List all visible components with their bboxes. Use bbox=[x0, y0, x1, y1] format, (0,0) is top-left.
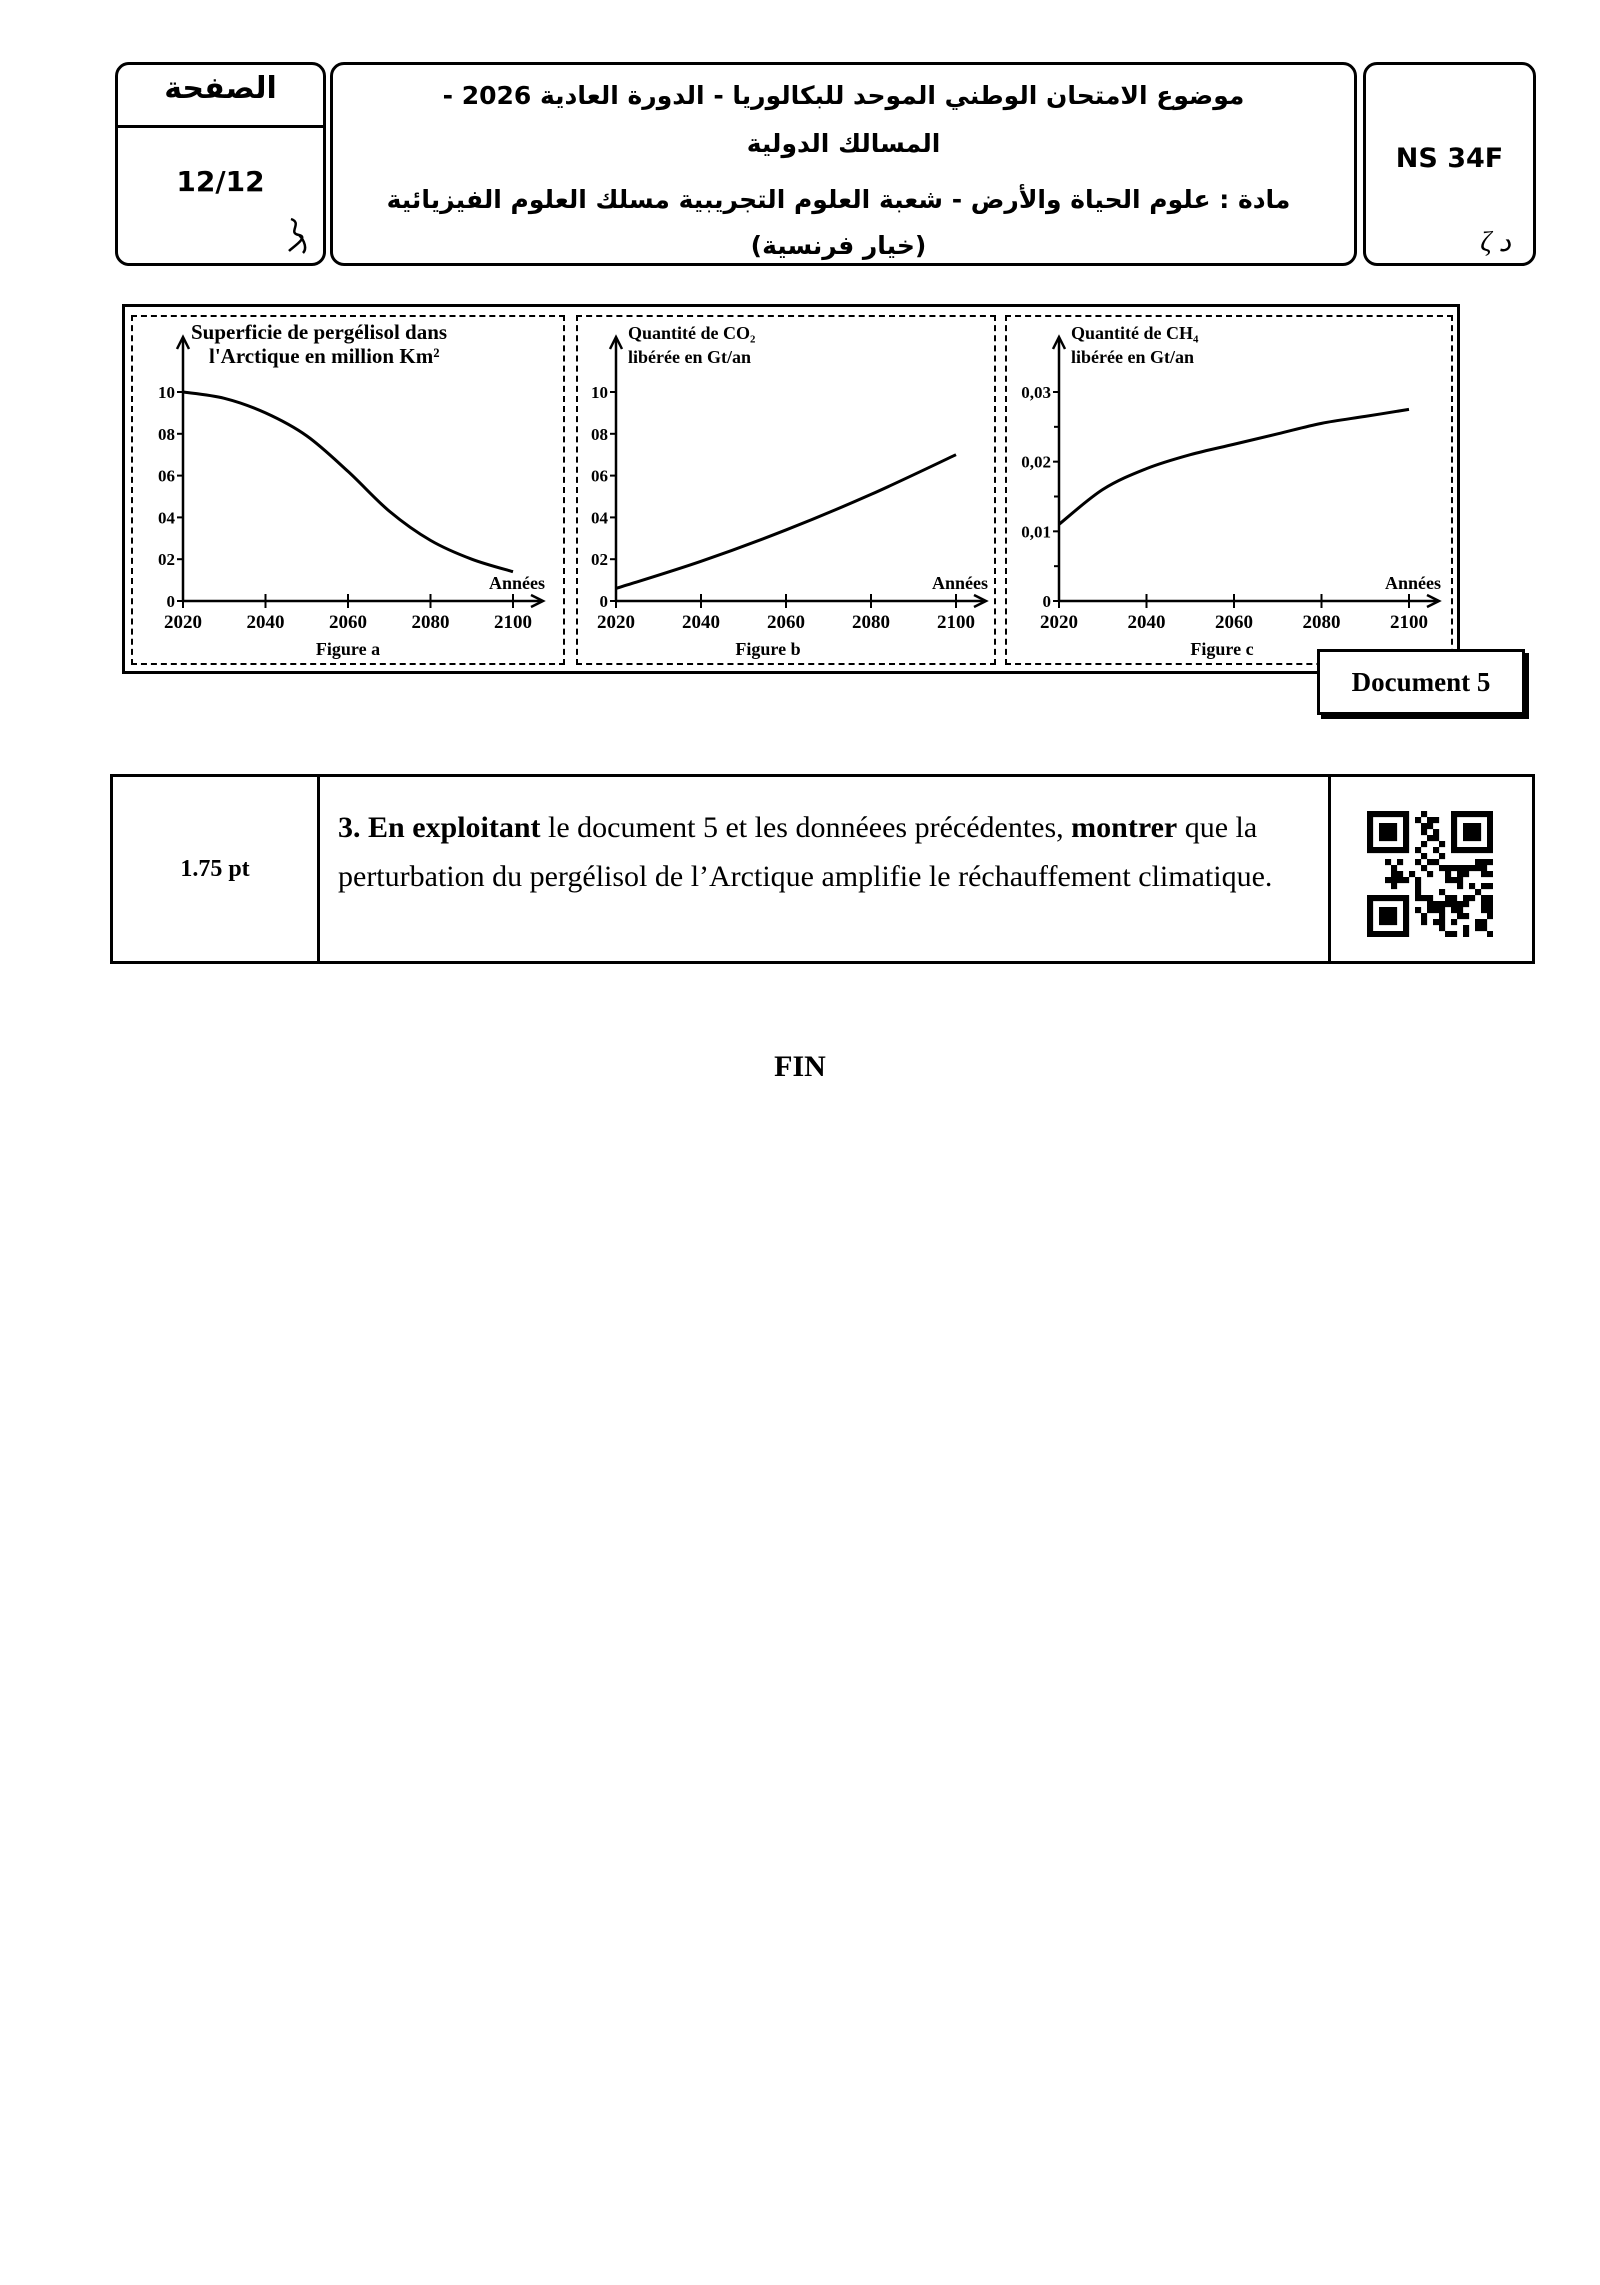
y-tick-label: 04 bbox=[158, 508, 175, 528]
qr-module bbox=[1487, 835, 1493, 841]
qr-module bbox=[1391, 913, 1397, 919]
qr-module bbox=[1385, 847, 1391, 853]
qr-module bbox=[1403, 877, 1409, 883]
qr-module bbox=[1379, 823, 1385, 829]
qr-module bbox=[1385, 919, 1391, 925]
qr-module bbox=[1403, 811, 1409, 817]
x-tick-label: 2040 bbox=[1127, 612, 1166, 633]
y-tick-label: 0 bbox=[1042, 592, 1051, 611]
qr-module bbox=[1463, 931, 1469, 937]
qr-module bbox=[1367, 919, 1373, 925]
question-points: 1.75 pt bbox=[113, 777, 320, 961]
qr-module bbox=[1367, 835, 1373, 841]
qr-module bbox=[1391, 811, 1397, 817]
qr-module bbox=[1457, 865, 1463, 871]
qr-module bbox=[1415, 847, 1421, 853]
qr-module bbox=[1427, 823, 1433, 829]
qr-module bbox=[1475, 925, 1481, 931]
qr-module bbox=[1415, 883, 1421, 889]
qr-module bbox=[1427, 835, 1433, 841]
qr-module bbox=[1397, 859, 1403, 865]
x-tick-label: 2100 bbox=[494, 612, 532, 633]
y-tick-label: 06 bbox=[158, 466, 175, 486]
qr-module bbox=[1385, 859, 1391, 865]
y-tick-label: 10 bbox=[591, 383, 608, 402]
qr-module bbox=[1379, 829, 1385, 835]
qr-module bbox=[1475, 823, 1481, 829]
y-tick-label: 10 bbox=[158, 383, 175, 402]
y-tick-label: 0 bbox=[599, 592, 608, 611]
qr-module bbox=[1475, 811, 1481, 817]
qr-module bbox=[1439, 901, 1445, 907]
qr-module bbox=[1439, 889, 1445, 895]
qr-module bbox=[1463, 865, 1469, 871]
y-tick-label: 0,01 bbox=[1021, 522, 1051, 542]
x-tick-label: 2080 bbox=[1302, 612, 1341, 633]
y-axis-label-line2: l'Arctique en million Km² bbox=[209, 344, 440, 368]
qr-module bbox=[1421, 919, 1427, 925]
qr-module bbox=[1433, 817, 1439, 823]
qr-module bbox=[1379, 907, 1385, 913]
qr-module bbox=[1487, 817, 1493, 823]
qr-module bbox=[1415, 907, 1421, 913]
qr-module bbox=[1367, 925, 1373, 931]
qr-module bbox=[1427, 907, 1433, 913]
qr-module bbox=[1403, 835, 1409, 841]
qr-module bbox=[1463, 895, 1469, 901]
qr-module bbox=[1487, 829, 1493, 835]
qr-module bbox=[1397, 847, 1403, 853]
figure-c-chart bbox=[1007, 317, 1455, 667]
qr-module bbox=[1367, 895, 1373, 901]
qr-module bbox=[1463, 925, 1469, 931]
qr-module bbox=[1469, 895, 1475, 901]
x-tick-label: 2100 bbox=[937, 612, 975, 633]
document-5-frame bbox=[122, 304, 1460, 674]
qr-module bbox=[1469, 847, 1475, 853]
qr-module bbox=[1463, 871, 1469, 877]
x-tick-label: 2040 bbox=[682, 612, 720, 633]
qr-module bbox=[1475, 835, 1481, 841]
qr-module bbox=[1421, 895, 1427, 901]
qr-module bbox=[1481, 883, 1487, 889]
qr-module bbox=[1487, 841, 1493, 847]
qr-module bbox=[1481, 901, 1487, 907]
qr-module bbox=[1379, 919, 1385, 925]
exam-code: NS 34F bbox=[1395, 143, 1504, 174]
qr-module bbox=[1373, 847, 1379, 853]
qr-module bbox=[1433, 847, 1439, 853]
qr-module bbox=[1379, 931, 1385, 937]
qr-module bbox=[1487, 931, 1493, 937]
end-marker: FIN bbox=[774, 1050, 826, 1083]
qr-module bbox=[1451, 877, 1457, 883]
qr-module bbox=[1385, 811, 1391, 817]
page-box-divider bbox=[118, 125, 323, 128]
page-number: 12/12 bbox=[176, 165, 265, 198]
x-axis-label: Années bbox=[931, 573, 988, 593]
y-tick-label: 0,03 bbox=[1021, 383, 1051, 402]
qr-module bbox=[1403, 823, 1409, 829]
x-tick-label: 2020 bbox=[597, 612, 635, 633]
x-tick-label: 2060 bbox=[767, 612, 805, 633]
qr-module bbox=[1451, 811, 1457, 817]
qr-module bbox=[1421, 913, 1427, 919]
qr-module bbox=[1391, 919, 1397, 925]
qr-module bbox=[1469, 829, 1475, 835]
qr-module bbox=[1451, 835, 1457, 841]
qr-module bbox=[1391, 865, 1397, 871]
exam-title-line1: موضوع الامتحان الوطني الموحد للبكالوريا - الدورة العادية 2026 - bbox=[442, 81, 1245, 110]
qr-module bbox=[1445, 901, 1451, 907]
y-tick-label: 0,02 bbox=[1021, 452, 1051, 472]
qr-module bbox=[1397, 877, 1403, 883]
figure-a-chart bbox=[133, 317, 567, 667]
signature-mark bbox=[283, 215, 313, 264]
qr-module bbox=[1379, 847, 1385, 853]
qr-module bbox=[1397, 931, 1403, 937]
qr-module bbox=[1457, 883, 1463, 889]
qr-module bbox=[1481, 871, 1487, 877]
qr-module bbox=[1403, 919, 1409, 925]
qr-module bbox=[1391, 871, 1397, 877]
y-tick-label: 08 bbox=[158, 424, 175, 444]
qr-module bbox=[1415, 889, 1421, 895]
qr-module bbox=[1433, 835, 1439, 841]
qr-module bbox=[1397, 871, 1403, 877]
x-tick-label: 2060 bbox=[329, 612, 367, 633]
x-axis-label: Années bbox=[488, 573, 545, 593]
qr-module bbox=[1391, 877, 1397, 883]
qr-module bbox=[1451, 829, 1457, 835]
qr-module bbox=[1385, 895, 1391, 901]
qr-module bbox=[1469, 883, 1475, 889]
qr-module bbox=[1487, 913, 1493, 919]
qr-module bbox=[1421, 811, 1427, 817]
exam-title-box bbox=[330, 62, 1357, 266]
y-axis-label-line2: libérée en Gt/an bbox=[1071, 347, 1194, 367]
qr-module bbox=[1439, 913, 1445, 919]
qr-module bbox=[1487, 883, 1493, 889]
qr-module bbox=[1487, 859, 1493, 865]
qr-module bbox=[1379, 895, 1385, 901]
exam-code-box bbox=[1363, 62, 1536, 266]
qr-module bbox=[1487, 847, 1493, 853]
qr-module bbox=[1391, 835, 1397, 841]
qr-module bbox=[1433, 919, 1439, 925]
qr-module bbox=[1487, 871, 1493, 877]
qr-module bbox=[1421, 853, 1427, 859]
qr-module bbox=[1415, 895, 1421, 901]
qr-module bbox=[1487, 811, 1493, 817]
qr-module bbox=[1475, 919, 1481, 925]
qr-module bbox=[1385, 835, 1391, 841]
qr-module bbox=[1367, 829, 1373, 835]
qr-module bbox=[1481, 919, 1487, 925]
qr-module bbox=[1481, 895, 1487, 901]
qr-module bbox=[1439, 925, 1445, 931]
qr-module bbox=[1385, 829, 1391, 835]
qr-module bbox=[1367, 823, 1373, 829]
qr-module bbox=[1421, 841, 1427, 847]
figure-a-panel bbox=[131, 315, 565, 665]
page-label: الصفحة bbox=[164, 71, 277, 106]
qr-module bbox=[1373, 931, 1379, 937]
qr-module bbox=[1439, 853, 1445, 859]
qr-module bbox=[1385, 907, 1391, 913]
qr-module bbox=[1487, 901, 1493, 907]
qr-module bbox=[1385, 913, 1391, 919]
x-tick-label: 2100 bbox=[1390, 612, 1428, 633]
qr-module bbox=[1433, 907, 1439, 913]
qr-module bbox=[1487, 823, 1493, 829]
qr-module bbox=[1463, 847, 1469, 853]
qr-module bbox=[1451, 823, 1457, 829]
qr-module bbox=[1427, 895, 1433, 901]
qr-module bbox=[1439, 865, 1445, 871]
x-tick-label: 2080 bbox=[411, 612, 450, 633]
x-tick-label: 2020 bbox=[164, 612, 202, 633]
qr-module bbox=[1439, 907, 1445, 913]
figure-b-panel bbox=[576, 315, 996, 665]
qr-module bbox=[1445, 871, 1451, 877]
question-verb-show: montrer bbox=[1071, 811, 1178, 844]
qr-module bbox=[1433, 829, 1439, 835]
qr-module bbox=[1451, 901, 1457, 907]
page-number-box bbox=[115, 62, 326, 266]
qr-module bbox=[1367, 811, 1373, 817]
qr-code-icon bbox=[1367, 811, 1493, 937]
qr-module bbox=[1475, 865, 1481, 871]
qr-module bbox=[1451, 817, 1457, 823]
qr-module bbox=[1481, 907, 1487, 913]
qr-module bbox=[1445, 865, 1451, 871]
y-tick-label: 02 bbox=[591, 550, 608, 570]
qr-module bbox=[1457, 811, 1463, 817]
qr-module bbox=[1415, 859, 1421, 865]
qr-module bbox=[1403, 931, 1409, 937]
qr-module bbox=[1469, 865, 1475, 871]
qr-module bbox=[1451, 895, 1457, 901]
qr-module bbox=[1481, 859, 1487, 865]
series-line bbox=[616, 455, 956, 589]
qr-module bbox=[1475, 847, 1481, 853]
figure-caption: Figure b bbox=[735, 639, 801, 659]
figure-b-chart bbox=[578, 317, 998, 667]
qr-module bbox=[1457, 847, 1463, 853]
question-verb-exploit: En exploitant bbox=[368, 811, 541, 844]
qr-module bbox=[1379, 835, 1385, 841]
qr-module bbox=[1427, 871, 1433, 877]
qr-module bbox=[1451, 919, 1457, 925]
qr-module bbox=[1469, 823, 1475, 829]
qr-module bbox=[1427, 859, 1433, 865]
y-tick-label: 04 bbox=[591, 508, 608, 528]
question-text-part1: le document 5 et les donnéees précédentes, bbox=[540, 811, 1072, 844]
qr-module bbox=[1403, 829, 1409, 835]
qr-module bbox=[1463, 811, 1469, 817]
qr-module bbox=[1403, 913, 1409, 919]
qr-module bbox=[1403, 907, 1409, 913]
qr-module bbox=[1469, 811, 1475, 817]
y-axis-label-line1: Superficie de pergélisol dans bbox=[191, 320, 448, 344]
qr-module bbox=[1427, 901, 1433, 907]
qr-module bbox=[1451, 841, 1457, 847]
qr-module bbox=[1403, 841, 1409, 847]
qr-module bbox=[1403, 817, 1409, 823]
qr-module bbox=[1469, 835, 1475, 841]
qr-module bbox=[1403, 901, 1409, 907]
y-tick-label: 02 bbox=[158, 550, 175, 570]
qr-module bbox=[1463, 913, 1469, 919]
question-text bbox=[320, 777, 1331, 961]
qr-module bbox=[1481, 925, 1487, 931]
qr-module bbox=[1373, 811, 1379, 817]
qr-module bbox=[1391, 823, 1397, 829]
qr-module bbox=[1391, 883, 1397, 889]
qr-module bbox=[1445, 877, 1451, 883]
qr-module bbox=[1391, 895, 1397, 901]
qr-module bbox=[1367, 841, 1373, 847]
qr-module bbox=[1475, 829, 1481, 835]
qr-module bbox=[1463, 829, 1469, 835]
question-table bbox=[110, 774, 1535, 964]
qr-module bbox=[1457, 877, 1463, 883]
qr-module bbox=[1451, 865, 1457, 871]
qr-module bbox=[1481, 847, 1487, 853]
qr-module bbox=[1433, 901, 1439, 907]
x-axis-label: Années bbox=[1384, 573, 1441, 593]
qr-module bbox=[1481, 865, 1487, 871]
exam-subject-line: مادة : علوم الحياة والأرض - شعبة العلوم التجريبية مسلك العلوم الفيزيائية (خيار فرنسية) bbox=[386, 185, 1291, 260]
y-tick-label: 08 bbox=[591, 424, 608, 444]
qr-module bbox=[1427, 817, 1433, 823]
qr-module bbox=[1475, 859, 1481, 865]
figure-c-panel bbox=[1005, 315, 1453, 665]
qr-module bbox=[1403, 895, 1409, 901]
signature-icon bbox=[283, 215, 313, 255]
x-tick-label: 2020 bbox=[1040, 612, 1078, 633]
qr-module bbox=[1445, 895, 1451, 901]
qr-module bbox=[1403, 925, 1409, 931]
qr-module bbox=[1367, 907, 1373, 913]
qr-module bbox=[1403, 847, 1409, 853]
x-tick-label: 2040 bbox=[246, 612, 285, 633]
signature-initials: ζ د bbox=[1480, 227, 1511, 258]
qr-module bbox=[1457, 901, 1463, 907]
figure-caption: Figure a bbox=[315, 639, 381, 659]
qr-module bbox=[1385, 931, 1391, 937]
qr-module bbox=[1391, 829, 1397, 835]
qr-module bbox=[1367, 931, 1373, 937]
qr-module bbox=[1391, 931, 1397, 937]
qr-module bbox=[1391, 847, 1397, 853]
qr-module bbox=[1397, 811, 1403, 817]
exam-title-line2: المسالك الدولية bbox=[746, 129, 941, 158]
qr-module bbox=[1397, 895, 1403, 901]
y-axis-label-line1: Quantité de CO₂ bbox=[628, 323, 756, 343]
qr-module bbox=[1391, 907, 1397, 913]
qr-module bbox=[1451, 907, 1457, 913]
qr-module bbox=[1451, 847, 1457, 853]
qr-module bbox=[1463, 835, 1469, 841]
figure-caption: Figure c bbox=[1190, 639, 1254, 659]
qr-module bbox=[1487, 907, 1493, 913]
qr-module bbox=[1463, 901, 1469, 907]
qr-module bbox=[1385, 877, 1391, 883]
qr-module bbox=[1415, 877, 1421, 883]
series-line bbox=[183, 392, 513, 572]
qr-module bbox=[1487, 895, 1493, 901]
qr-module bbox=[1451, 931, 1457, 937]
y-tick-label: 06 bbox=[591, 466, 608, 486]
qr-module bbox=[1379, 913, 1385, 919]
x-tick-label: 2060 bbox=[1215, 612, 1253, 633]
x-tick-label: 2080 bbox=[852, 612, 890, 633]
qr-module bbox=[1379, 811, 1385, 817]
document-label: Document 5 bbox=[1317, 649, 1525, 715]
qr-module bbox=[1439, 841, 1445, 847]
y-axis-label-line1: Quantité de CH₄ bbox=[1071, 323, 1199, 343]
qr-module bbox=[1421, 865, 1427, 871]
qr-module bbox=[1457, 913, 1463, 919]
qr-module bbox=[1415, 817, 1421, 823]
qr-code-cell bbox=[1331, 777, 1532, 961]
question-number: 3. bbox=[338, 811, 361, 844]
qr-module bbox=[1439, 919, 1445, 925]
qr-module bbox=[1385, 823, 1391, 829]
question-text-part2: que la perturbation du pergélisol de l’Arctique amplifie le réchauffement climatique. bbox=[338, 811, 1273, 893]
qr-module bbox=[1445, 931, 1451, 937]
qr-module bbox=[1457, 871, 1463, 877]
qr-module bbox=[1367, 913, 1373, 919]
qr-module bbox=[1367, 817, 1373, 823]
qr-module bbox=[1421, 829, 1427, 835]
series-line bbox=[1059, 409, 1409, 524]
qr-module bbox=[1457, 907, 1463, 913]
qr-module bbox=[1367, 847, 1373, 853]
qr-module bbox=[1475, 889, 1481, 895]
y-tick-label: 0 bbox=[166, 592, 175, 611]
qr-module bbox=[1409, 871, 1415, 877]
qr-module bbox=[1481, 811, 1487, 817]
qr-module bbox=[1373, 895, 1379, 901]
qr-module bbox=[1421, 823, 1427, 829]
qr-module bbox=[1367, 901, 1373, 907]
qr-module bbox=[1463, 823, 1469, 829]
qr-module bbox=[1433, 859, 1439, 865]
y-axis-label-line2: libérée en Gt/an bbox=[628, 347, 751, 367]
